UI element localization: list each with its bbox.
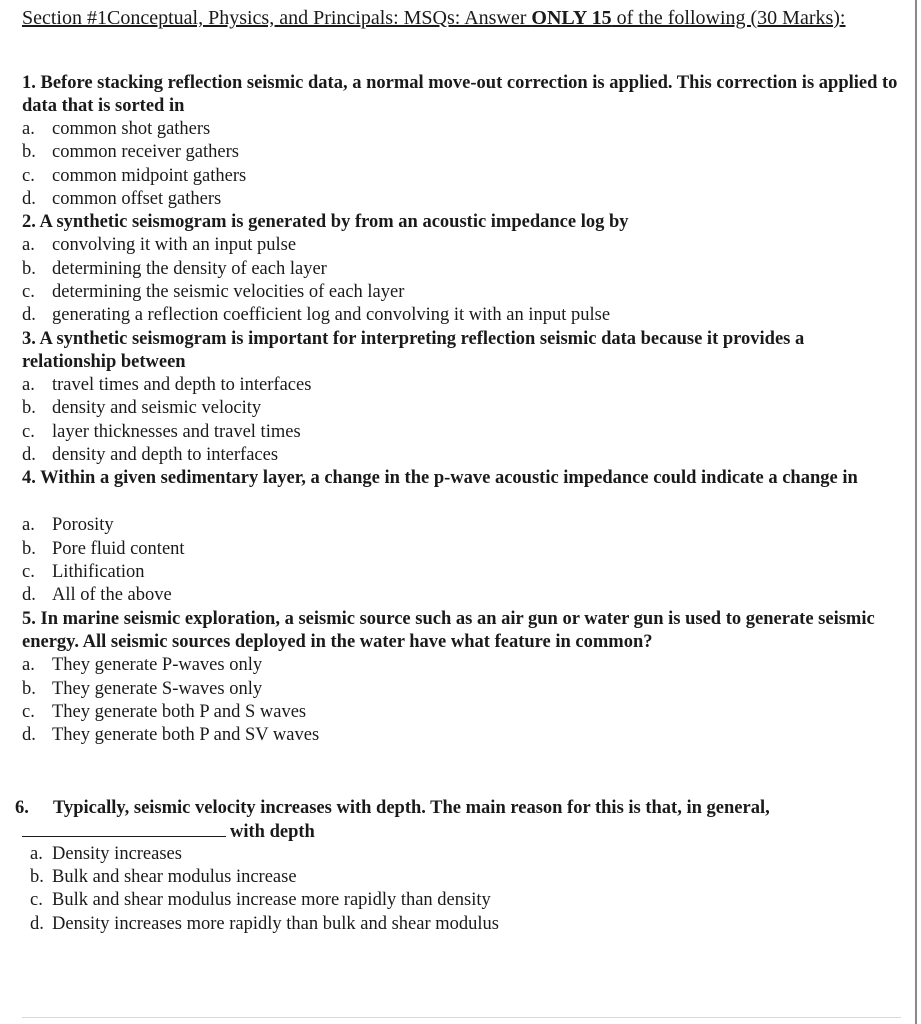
option-letter: b.	[22, 679, 36, 699]
option-letter: a.	[22, 119, 35, 139]
option-text: travel times and depth to interfaces	[52, 375, 312, 395]
option-text: Porosity	[52, 515, 114, 535]
option-letter: c.	[22, 166, 35, 186]
option-letter: b.	[22, 398, 36, 418]
question-3-option-b[interactable]	[22, 397, 261, 420]
option-letter: c.	[22, 702, 35, 722]
option-letter: a.	[22, 375, 35, 395]
question-2-option-a[interactable]	[22, 234, 296, 257]
option-text: Bulk and shear modulus increase more rapidly than density	[52, 890, 491, 910]
question-6-option-b[interactable]	[30, 866, 297, 889]
option-text: common receiver gathers	[52, 142, 239, 162]
option-letter: c.	[22, 562, 35, 582]
question-6-option-a[interactable]	[30, 843, 182, 866]
question-4-stem: 4. Within a given sedimentary layer, a change in the p-wave acoustic impedance could indicate a change in	[22, 468, 858, 488]
option-letter: c.	[22, 282, 35, 302]
option-text: determining the seismic velocities of each layer	[52, 282, 405, 302]
option-text: Pore fluid content	[52, 539, 185, 559]
option-text: generating a reflection coefficient log and convolving it with an input pulse	[52, 305, 611, 325]
option-letter: d.	[22, 445, 36, 465]
question-5-option-c[interactable]	[22, 701, 306, 724]
question-4-option-c[interactable]	[22, 561, 144, 584]
question-1-stem: 1. Before stacking reflection seismic data, a normal move-out correction is applied. This correction is applied to data that is sorted in	[22, 73, 898, 117]
option-letter: d.	[22, 725, 36, 745]
option-letter: b.	[30, 867, 44, 887]
question-5-option-d[interactable]	[22, 724, 319, 747]
question-5-stem: 5. In marine seismic exploration, a seismic source such as an air gun or water gun is used to generate seismic energy. All seismic sources deployed in the water have what feature in common?	[22, 609, 875, 653]
option-letter: d.	[30, 914, 44, 934]
question-5-option-b[interactable]	[22, 678, 262, 701]
option-letter: a.	[22, 515, 35, 535]
question-5-option-a[interactable]	[22, 654, 262, 677]
question-6-stem-tail: with depth	[230, 822, 315, 842]
option-text: density and seismic velocity	[52, 398, 262, 418]
question-3-option-c[interactable]	[22, 421, 301, 444]
option-text: They generate S-waves only	[52, 679, 263, 699]
page-edge-divider	[915, 0, 917, 1024]
option-letter: d.	[22, 305, 36, 325]
question-6-stem-line2	[22, 820, 315, 844]
header-suffix: of the following (30 Marks):	[611, 7, 846, 29]
answer-blank[interactable]	[22, 820, 226, 837]
option-text: common shot gathers	[52, 119, 211, 139]
option-letter: b.	[22, 142, 36, 162]
option-text: Density increases	[52, 844, 182, 864]
option-text: common offset gathers	[52, 189, 222, 209]
option-text: Bulk and shear modulus increase	[52, 867, 297, 887]
question-1-option-b[interactable]	[22, 141, 239, 164]
option-letter: d.	[22, 189, 36, 209]
option-text: Lithification	[52, 562, 145, 582]
question-2-option-d[interactable]	[22, 304, 610, 327]
question-2-option-c[interactable]	[22, 281, 404, 304]
option-letter: a.	[30, 844, 43, 864]
option-text: convolving it with an input pulse	[52, 235, 297, 255]
option-text: Density increases more rapidly than bulk and shear modulus	[52, 914, 499, 934]
question-3-option-a[interactable]	[22, 374, 311, 397]
question-1-option-c[interactable]	[22, 165, 246, 188]
option-letter: a.	[22, 235, 35, 255]
question-4-option-d[interactable]	[22, 584, 172, 607]
page-bottom-divider	[22, 1017, 901, 1018]
option-text: determining the density of each layer	[52, 259, 327, 279]
header-emphasis: ONLY 15	[531, 7, 612, 29]
option-text: density and depth to interfaces	[52, 445, 279, 465]
header-prefix: Section #1Conceptual, Physics, and Principals: MSQs: Answer	[22, 7, 532, 29]
question-3-stem: 3. A synthetic seismogram is important for interpreting reflection seismic data because it provides a relationship between	[22, 329, 805, 373]
question-6-stem: Typically, seismic velocity increases with depth. The main reason for this is that, in general,	[53, 798, 770, 818]
question-4-option-b[interactable]	[22, 538, 185, 561]
option-text: They generate both P and SV waves	[52, 725, 320, 745]
option-text: layer thicknesses and travel times	[52, 422, 301, 442]
option-letter: a.	[22, 655, 35, 675]
question-6-option-d[interactable]	[30, 913, 499, 936]
question-1-option-a[interactable]	[22, 118, 210, 141]
question-6-number: 6.	[15, 798, 29, 818]
question-6-option-c[interactable]	[30, 889, 491, 912]
question-2-option-b[interactable]	[22, 258, 327, 281]
section-header	[22, 6, 882, 30]
option-text: common midpoint gathers	[52, 166, 247, 186]
option-letter: b.	[22, 259, 36, 279]
question-3-option-d[interactable]	[22, 444, 278, 467]
question-4-option-a[interactable]	[22, 514, 114, 537]
option-letter: c.	[22, 422, 35, 442]
question-1-option-d[interactable]	[22, 188, 221, 211]
option-letter: b.	[22, 539, 36, 559]
option-text: They generate P-waves only	[52, 655, 263, 675]
option-letter: c.	[30, 890, 43, 910]
option-text: All of the above	[52, 585, 172, 605]
option-text: They generate both P and S waves	[52, 702, 307, 722]
question-2-stem: 2. A synthetic seismogram is generated by from an acoustic impedance log by	[22, 212, 629, 232]
option-letter: d.	[22, 585, 36, 605]
